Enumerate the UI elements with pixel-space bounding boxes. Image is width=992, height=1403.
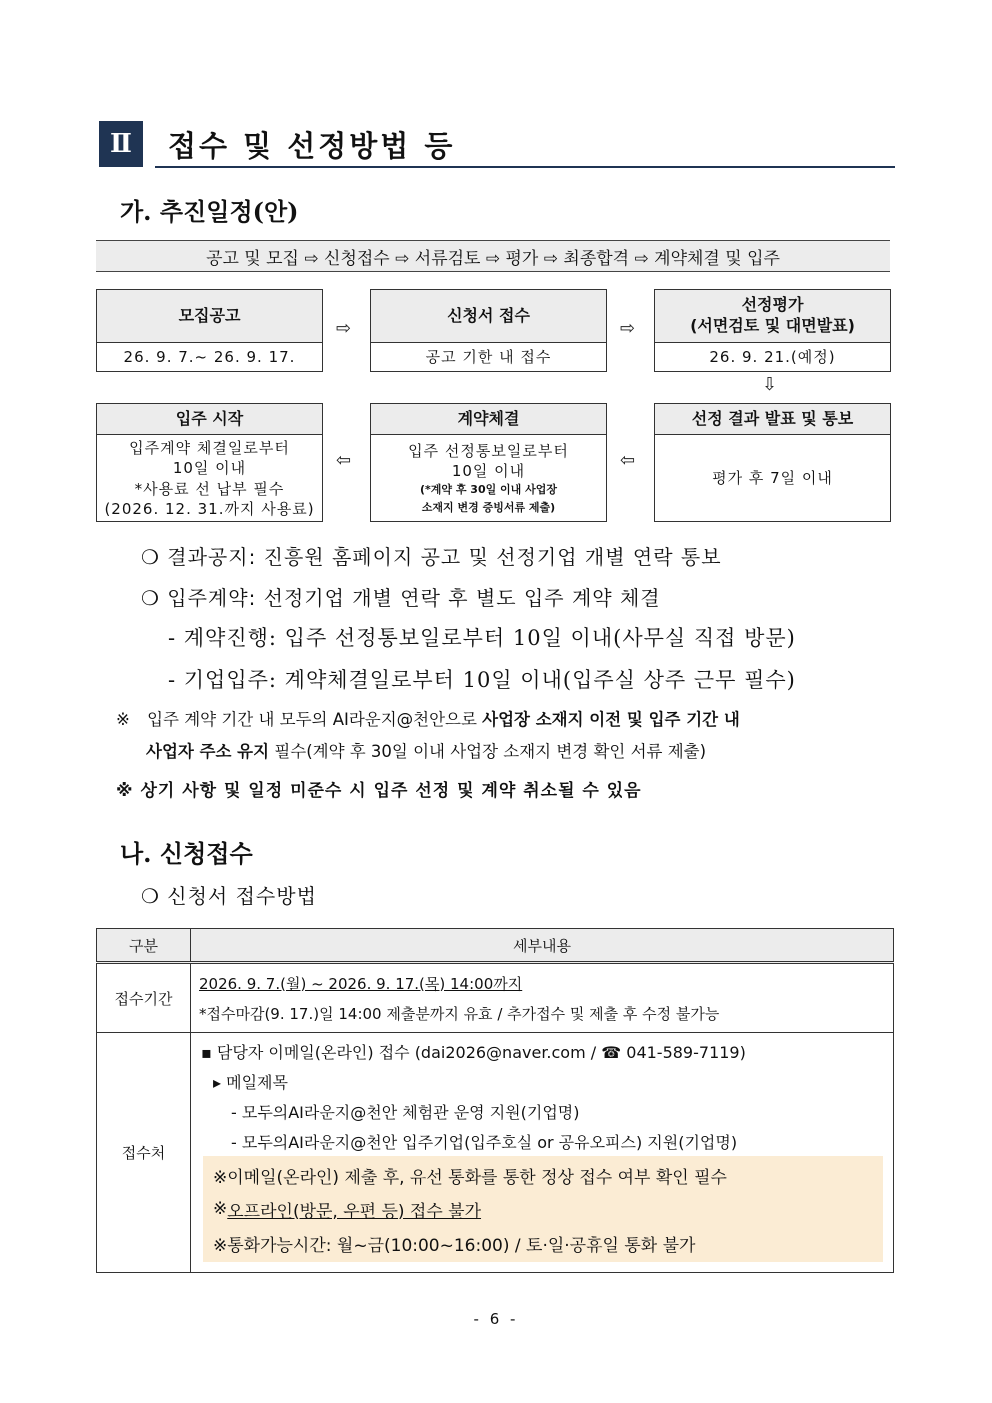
- page-number: - 6 -: [473, 1310, 519, 1328]
- schedule-box-result: [654, 403, 891, 522]
- schedule-box-body-line: 입주 선정통보일로부터: [408, 441, 569, 460]
- table-header-row: [97, 929, 894, 963]
- note-address-requirement: [116, 704, 901, 768]
- arrow-left-icon: ⇦: [336, 450, 352, 471]
- bullet-application-method: ❍ 신청서 접수방법: [141, 884, 317, 908]
- schedule-box-title: 신청서 접수: [371, 290, 606, 343]
- schedule-box-body: [371, 435, 606, 522]
- table-row-content: [191, 963, 894, 1033]
- table-row-content: [191, 1033, 894, 1273]
- schedule-box-body: 26. 9. 7.~ 26. 9. 17.: [123, 348, 296, 367]
- schedule-box-body: 평가 후 7일 이내: [712, 469, 833, 488]
- schedule-box-evaluation: [654, 289, 891, 372]
- schedule-box-body: [97, 435, 322, 522]
- contact-email-line: ▪ 담당자 이메일(온라인) 접수 (dai2026@naver.com / ☎ 041-589-7119): [201, 1042, 746, 1062]
- arrow-right-icon: ⇨: [336, 318, 352, 339]
- schedule-box-body: 공고 기한 내 접수: [425, 348, 552, 367]
- schedule-box-title-line: 선정평가: [741, 295, 804, 315]
- note-mark: ※: [213, 1199, 228, 1219]
- subsection-title-schedule: 가. 추진일정(안): [120, 197, 299, 226]
- notice-call-hours: ※통화가능시간: 월~금(10:00~16:00) / 토·일·공휴일 통화 불가: [213, 1235, 696, 1256]
- schedule-box-body: 26. 9. 21.(예정): [709, 348, 836, 367]
- note-text: 오프라인(방문, 우편 등) 접수 불가: [227, 1201, 482, 1222]
- schedule-box-move-in: [96, 403, 323, 522]
- table-row: [97, 1033, 894, 1273]
- schedule-box-body-line: (2026. 12. 31.까지 사용료): [104, 499, 315, 518]
- schedule-box-body-line: 10일 이내: [451, 461, 526, 480]
- note-emphasis: 사업자 주소 유지: [146, 742, 270, 761]
- subsection-title-application: 나. 신청접수: [120, 839, 253, 868]
- application-table: [96, 928, 894, 1273]
- application-period: 2026. 9. 7.(월) ~ 2026. 9. 17.(목) 14:00까지: [199, 974, 523, 993]
- schedule-box-body-line: *사용료 선 납부 필수: [134, 479, 285, 498]
- schedule-box-title: 모집공고: [97, 290, 322, 343]
- application-deadline-note: *접수마감(9. 17.)일 14:00 제출분까지 유효 / 추가접수 및 제출 후 수정 불가능: [199, 1004, 720, 1023]
- process-flow-bar: 공고 및 모집 ⇨ 신청접수 ⇨ 서류검토 ⇨ 평가 ⇨ 최종합격 ⇨ 계약체결 및 입주: [96, 240, 890, 272]
- table-header-details: 세부내용: [191, 929, 894, 963]
- schedule-box-title: [655, 290, 890, 343]
- mail-subject-option: - 모두의AI라운지@천안 입주기업(입주호실 or 공유오피스) 지원(기업명): [231, 1132, 738, 1152]
- schedule-box-body-line: (*계약 후 30일 이내 사업장: [419, 483, 558, 497]
- section-underline: [155, 166, 895, 168]
- schedule-box-title-line: (서면검토 및 대면발표): [690, 316, 855, 335]
- table-header-category: 구분: [97, 929, 191, 963]
- note-mark: ※: [116, 710, 130, 729]
- bullet-result-notice: ❍ 결과공지: 진흥원 홈페이지 공고 및 선정기업 개별 연락 통보: [141, 545, 722, 569]
- dash-contract-progress: - 계약진행: 입주 선정통보일로부터 10일 이내(사무실 직접 방문): [168, 626, 796, 650]
- table-row: [97, 963, 894, 1033]
- schedule-box-body-line: 10일 이내: [172, 459, 247, 478]
- schedule-box-body-line: 입주계약 체결일로부터: [129, 439, 290, 457]
- schedule-box-title: 선정 결과 발표 및 통보: [655, 404, 890, 435]
- bullet-contract: ❍ 입주계약: 선정기업 개별 연락 후 별도 입주 계약 체결: [141, 586, 661, 610]
- arrow-right-icon: ⇨: [620, 318, 636, 339]
- mail-subject-heading: ▸ 메일제목: [213, 1072, 288, 1092]
- arrow-down-icon: ⇩: [762, 374, 778, 395]
- schedule-box-contract: [370, 403, 607, 522]
- table-row-label: 접수기간: [97, 963, 191, 1033]
- note-text: 입주 계약 기간 내 모두의 AI라운지@천안으로: [147, 710, 477, 729]
- important-notice-box: [203, 1156, 883, 1262]
- notice-offline-not-accepted: [213, 1192, 883, 1226]
- note-cancellation-warning: ※ 상기 사항 및 일정 미준수 시 입주 선정 및 계약 취소될 수 있음: [116, 781, 642, 801]
- schedule-box-announcement: [96, 289, 323, 372]
- mail-subject-option: - 모두의AI라운지@천안 체험관 운영 지원(기업명): [231, 1102, 580, 1122]
- note-emphasis: 사업장 소재지 이전 및 입주 기간 내: [482, 710, 740, 729]
- arrow-left-icon: ⇦: [620, 450, 636, 471]
- note-text: 필수(계약 후 30일 이내 사업장 소재지 변경 확인 서류 제출): [274, 742, 707, 761]
- table-row-label: 접수처: [97, 1033, 191, 1273]
- notice-phone-confirm: ※이메일(온라인) 제출 후, 유선 통화를 통한 정상 접수 여부 확인 필수: [213, 1167, 727, 1188]
- schedule-box-title: 입주 시작: [97, 404, 322, 435]
- section-title: 접수 및 선정방법 등: [168, 129, 456, 163]
- dash-company-move-in: - 기업입주: 계약체결일로부터 10일 이내(입주실 상주 근무 필수): [168, 668, 796, 692]
- section-number-badge: Ⅱ: [99, 121, 143, 167]
- schedule-box-body-line: 소재지 변경 증빙서류 제출): [421, 500, 556, 514]
- schedule-box-application: [370, 289, 607, 372]
- schedule-box-title: 계약체결: [371, 404, 606, 435]
